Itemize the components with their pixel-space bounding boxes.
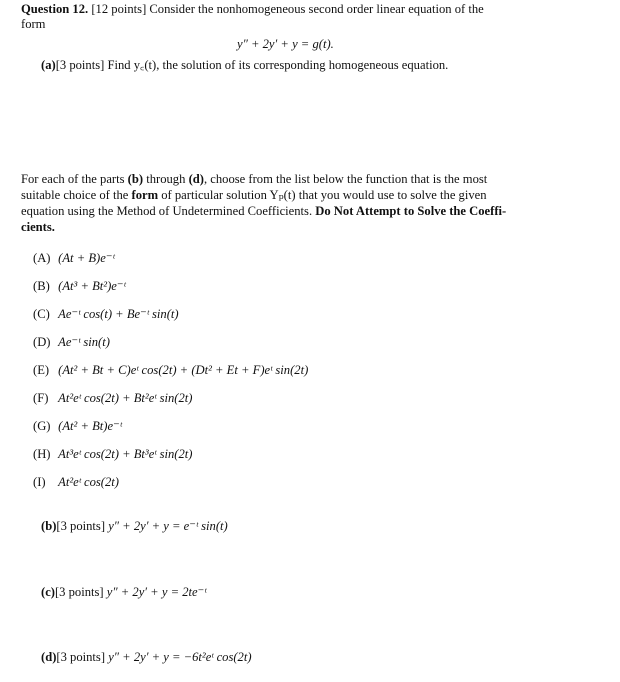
choice-b xyxy=(33,279,126,294)
part-b-points: [3 points] xyxy=(56,519,106,533)
instr-text: , choose from the list below the function that is the most xyxy=(203,172,488,186)
part-c-label: (c) xyxy=(41,585,55,599)
part-a-text: [3 points] Find y꜀(t), the solution of its corresponding homogeneous equation. xyxy=(55,58,449,72)
instr-part-b-ref: (b) xyxy=(127,172,144,186)
part-c-points: [3 points] xyxy=(54,585,104,599)
part-a xyxy=(41,58,448,73)
instr-text: For each of the parts xyxy=(21,172,128,186)
question-intro-continued: form xyxy=(21,17,46,31)
question-header-line xyxy=(21,2,484,17)
choice-expression: At²eᵗ cos(2t) xyxy=(58,475,119,489)
instr-text: through xyxy=(143,172,189,186)
instructions-line-4: cients. xyxy=(21,220,55,234)
choice-label: (G) xyxy=(33,419,51,433)
part-d-label: (d) xyxy=(41,650,57,664)
instructions-line-3 xyxy=(21,204,506,219)
choice-label: (B) xyxy=(33,279,50,293)
instructions-line-1 xyxy=(21,172,487,187)
choice-label: (H) xyxy=(33,447,51,461)
choice-f xyxy=(33,391,192,406)
choice-h xyxy=(33,447,192,462)
choice-expression: (At + B)e⁻ᵗ xyxy=(58,251,115,265)
choice-c xyxy=(33,307,179,322)
part-c-equation: y″ + 2y′ + y = 2te⁻ᵗ xyxy=(106,585,207,599)
part-b xyxy=(41,519,228,534)
choice-label: (F) xyxy=(33,391,49,405)
part-d-points: [3 points] xyxy=(56,650,106,664)
question-number: Question 12. xyxy=(21,2,89,16)
choice-expression: (At³ + Bt²)e⁻ᵗ xyxy=(58,279,126,293)
part-d xyxy=(41,650,252,665)
part-b-label: (b) xyxy=(41,519,57,533)
choice-label: (C) xyxy=(33,307,50,321)
instr-text: equation using the Method of Undetermined Coefficients. xyxy=(21,204,316,218)
choice-d xyxy=(33,335,110,350)
choice-label: (I) xyxy=(33,475,46,489)
choice-expression: (At² + Bt)e⁻ᵗ xyxy=(58,419,122,433)
instr-text: of particular solution Yₚ(t) that you would use to solve the given xyxy=(158,188,487,202)
choice-label: (E) xyxy=(33,363,50,377)
question-intro: [12 points] Consider the nonhomogeneous second order linear equation of the xyxy=(91,2,484,16)
choice-i xyxy=(33,475,119,490)
choice-expression: Ae⁻ᵗ cos(t) + Be⁻ᵗ sin(t) xyxy=(58,307,179,321)
instr-part-d-ref: (d) xyxy=(188,172,204,186)
instr-text: suitable choice of the xyxy=(21,188,132,202)
instr-warning: Do Not Attempt to Solve the Coeffi- xyxy=(315,204,507,218)
instructions-line-2 xyxy=(21,188,487,203)
choice-expression: (At² + Bt + C)eᵗ cos(2t) + (Dt² + Et + F)eᵗ sin(2t) xyxy=(58,363,309,377)
choice-label: (D) xyxy=(33,335,51,349)
part-a-label: (a) xyxy=(41,58,56,72)
choice-expression: At³eᵗ cos(2t) + Bt³eᵗ sin(2t) xyxy=(58,447,193,461)
part-d-equation: y″ + 2y′ + y = −6t²eᵗ cos(2t) xyxy=(108,650,252,664)
choice-expression: At²eᵗ cos(2t) + Bt²eᵗ sin(2t) xyxy=(58,391,193,405)
part-c xyxy=(41,585,206,600)
choice-expression: Ae⁻ᵗ sin(t) xyxy=(58,335,110,349)
instr-form-emphasis: form xyxy=(131,188,159,202)
choice-g xyxy=(33,419,122,434)
choice-a xyxy=(33,251,115,266)
choice-label: (A) xyxy=(33,251,51,265)
part-b-equation: y″ + 2y′ + y = e⁻ᵗ sin(t) xyxy=(108,519,228,533)
main-equation: y″ + 2y′ + y = g(t). xyxy=(237,37,334,51)
choice-e xyxy=(33,363,308,378)
